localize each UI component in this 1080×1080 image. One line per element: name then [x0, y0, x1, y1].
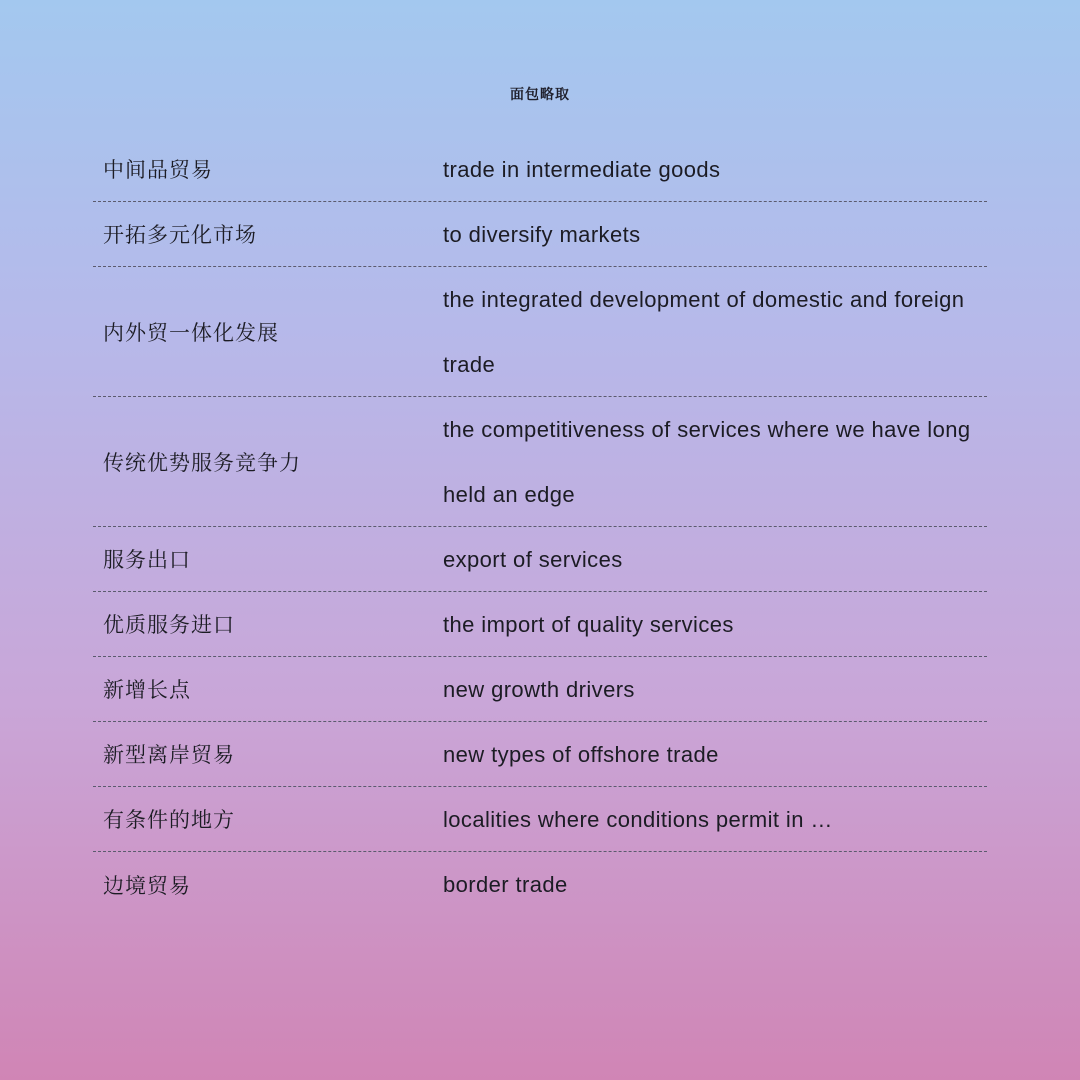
glossary-table [93, 137, 987, 917]
english-translation: trade in intermediate goods [443, 156, 721, 182]
english-translation: border trade [443, 872, 568, 897]
chinese-term: 内外贸一体化发展 [103, 320, 279, 345]
english-translation: the integrated development of domestic and foreign trade [443, 286, 965, 377]
table-row [93, 202, 987, 267]
table-row [93, 592, 987, 657]
chinese-term: 边境贸易 [103, 873, 191, 898]
english-translation: the competitiveness of services where we have long held an edge [443, 416, 971, 507]
chinese-term: 新增长点 [103, 678, 191, 702]
table-row [93, 397, 987, 527]
chinese-term: 有条件的地方 [103, 808, 235, 832]
english-translation: export of services [443, 546, 623, 572]
table-row [93, 527, 987, 592]
english-translation: new growth drivers [443, 676, 635, 702]
page-title: 面包略取 [510, 87, 570, 103]
chinese-term: 新型离岸贸易 [103, 743, 235, 767]
chinese-term: 中间品贸易 [103, 158, 213, 182]
table-row [93, 137, 987, 202]
chinese-term: 开拓多元化市场 [103, 223, 257, 247]
table-row [93, 722, 987, 787]
table-row [93, 267, 987, 397]
chinese-term: 服务出口 [103, 548, 191, 572]
table-row [93, 852, 987, 917]
table-row [93, 657, 987, 722]
table-row [93, 787, 987, 852]
chinese-term: 优质服务进口 [103, 613, 235, 637]
english-translation: the import of quality services [443, 611, 734, 637]
english-translation: localities where conditions permit in … [443, 806, 833, 832]
english-translation: to diversify markets [443, 221, 641, 247]
chinese-term: 传统优势服务竞争力 [103, 450, 301, 475]
english-translation: new types of offshore trade [443, 741, 719, 767]
